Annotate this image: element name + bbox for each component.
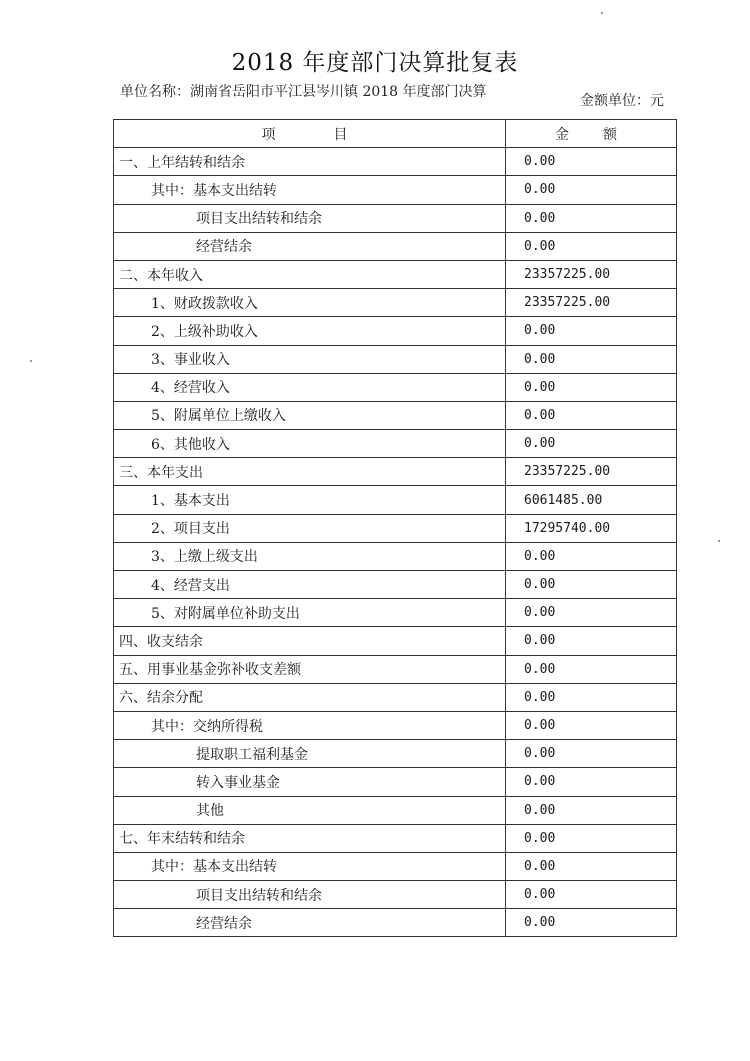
row-item-label: 三、本年支出 <box>114 458 506 486</box>
row-item-label: 2、项目支出 <box>114 514 506 542</box>
table-row <box>114 909 677 937</box>
table-row <box>114 176 677 204</box>
table-row <box>114 289 677 317</box>
row-item-label: 经营结余 <box>114 232 506 260</box>
table-row <box>114 627 677 655</box>
row-amount: 0.00 <box>506 599 677 627</box>
approval-table <box>113 119 677 937</box>
row-item-label: 转入事业基金 <box>114 768 506 796</box>
row-amount: 0.00 <box>506 711 677 739</box>
row-item-label: 六、结余分配 <box>114 683 506 711</box>
table-row <box>114 711 677 739</box>
row-item-label: 1、财政拨款收入 <box>114 289 506 317</box>
money-unit-label: 金额单位：元 <box>580 93 664 109</box>
table-body <box>114 148 677 937</box>
row-amount: 17295740.00 <box>506 514 677 542</box>
row-item-label: 七、年末结转和结余 <box>114 824 506 852</box>
table-row <box>114 881 677 909</box>
row-item-label: 5、对附属单位补助支出 <box>114 599 506 627</box>
row-item-label: 项目支出结转和结余 <box>114 204 506 232</box>
scan-speck <box>601 12 603 14</box>
row-item-label: 1、基本支出 <box>114 486 506 514</box>
row-item-label: 提取职工福利基金 <box>114 740 506 768</box>
table-row <box>114 514 677 542</box>
table-row <box>114 458 677 486</box>
row-amount: 0.00 <box>506 627 677 655</box>
table-row <box>114 204 677 232</box>
row-amount: 0.00 <box>506 317 677 345</box>
table-row <box>114 768 677 796</box>
table-row <box>114 148 677 176</box>
table-row <box>114 373 677 401</box>
row-amount: 0.00 <box>506 852 677 880</box>
table-row <box>114 824 677 852</box>
row-amount: 0.00 <box>506 430 677 458</box>
table-row <box>114 542 677 570</box>
row-item-label: 一、上年结转和结余 <box>114 148 506 176</box>
scan-speck <box>30 360 32 362</box>
row-amount: 6061485.00 <box>506 486 677 514</box>
row-amount: 0.00 <box>506 148 677 176</box>
table-row <box>114 740 677 768</box>
table-row <box>114 345 677 373</box>
table-row <box>114 260 677 288</box>
row-amount: 23357225.00 <box>506 289 677 317</box>
table-row <box>114 655 677 683</box>
table-row <box>114 232 677 260</box>
row-item-label: 2、上级补助收入 <box>114 317 506 345</box>
row-amount: 0.00 <box>506 204 677 232</box>
row-amount: 0.00 <box>506 740 677 768</box>
row-amount: 0.00 <box>506 232 677 260</box>
row-item-label: 其他 <box>114 796 506 824</box>
row-amount: 23357225.00 <box>506 458 677 486</box>
row-amount: 23357225.00 <box>506 260 677 288</box>
row-item-label: 二、本年收入 <box>114 260 506 288</box>
row-item-label: 4、经营支出 <box>114 571 506 599</box>
table-row <box>114 599 677 627</box>
header-amount: 金 额 <box>506 120 677 148</box>
table-row <box>114 430 677 458</box>
row-item-label: 经营结余 <box>114 909 506 937</box>
row-amount: 0.00 <box>506 373 677 401</box>
table-header-row <box>114 120 677 148</box>
row-amount: 0.00 <box>506 909 677 937</box>
row-item-label: 其中：交纳所得税 <box>114 711 506 739</box>
row-item-label: 五、用事业基金弥补收支差额 <box>114 655 506 683</box>
row-item-label: 4、经营收入 <box>114 373 506 401</box>
row-item-label: 3、上缴上级支出 <box>114 542 506 570</box>
row-amount: 0.00 <box>506 176 677 204</box>
table-row <box>114 683 677 711</box>
row-amount: 0.00 <box>506 571 677 599</box>
row-amount: 0.00 <box>506 655 677 683</box>
table-row <box>114 571 677 599</box>
table-row <box>114 796 677 824</box>
row-item-label: 5、附属单位上缴收入 <box>114 401 506 429</box>
row-amount: 0.00 <box>506 824 677 852</box>
row-item-label: 项目支出结转和结余 <box>114 881 506 909</box>
row-item-label: 其中：基本支出结转 <box>114 852 506 880</box>
table-row <box>114 486 677 514</box>
unit-name-label: 单位名称：湖南省岳阳市平江县岑川镇 2018 年度部门决算 <box>120 84 487 100</box>
table-row <box>114 852 677 880</box>
row-item-label: 其中：基本支出结转 <box>114 176 506 204</box>
table-row <box>114 317 677 345</box>
row-amount: 0.00 <box>506 542 677 570</box>
row-item-label: 3、事业收入 <box>114 345 506 373</box>
row-amount: 0.00 <box>506 881 677 909</box>
row-item-label: 6、其他收入 <box>114 430 506 458</box>
row-item-label: 四、收支结余 <box>114 627 506 655</box>
scan-speck <box>718 540 720 542</box>
row-amount: 0.00 <box>506 796 677 824</box>
table-row <box>114 401 677 429</box>
row-amount: 0.00 <box>506 345 677 373</box>
page-title: 2018 年度部门决算批复表 <box>231 50 519 76</box>
row-amount: 0.00 <box>506 401 677 429</box>
header-item: 项 目 <box>114 120 506 148</box>
row-amount: 0.00 <box>506 768 677 796</box>
row-amount: 0.00 <box>506 683 677 711</box>
